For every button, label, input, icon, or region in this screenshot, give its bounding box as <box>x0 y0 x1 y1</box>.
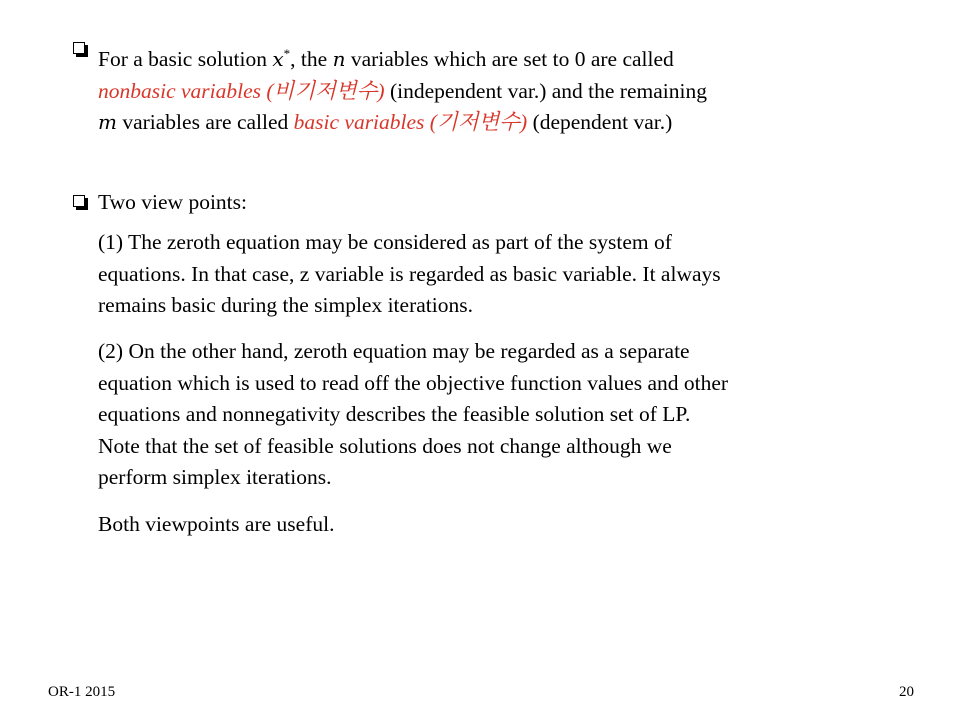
viewpoint-1 <box>98 227 898 322</box>
square-bullet-icon <box>73 195 88 210</box>
viewpoint-2-line: Note that the set of feasible solutions does not change although we <box>98 433 672 458</box>
viewpoint-1-line: equations. In that case, z variable is regarded as basic variable. It always <box>98 261 721 286</box>
bullet1-line1 <box>98 38 898 76</box>
math-n: n <box>332 47 346 72</box>
math-x: x <box>272 47 284 72</box>
text-run: For a basic solution <box>98 47 273 72</box>
footer-course-label: OR-1 2015 <box>48 684 116 700</box>
viewpoint-2-line: (2) On the other hand, zeroth equation may be regarded as a separate <box>98 339 690 363</box>
text-run: (independent var.) and the remaining <box>384 78 707 103</box>
text-run: variables which are set to 0 are called <box>345 47 674 72</box>
viewpoint-2-line: equations and nonnegativity describes the feasible solution set of LP. <box>98 402 691 426</box>
nonbasic-term: nonbasic variables (비기저변수) <box>98 78 385 103</box>
viewpoint-2-line: equation which is used to read off the objective function values and other <box>98 370 729 395</box>
text-run: (dependent var.) <box>527 110 673 135</box>
bullet1-line2 <box>98 76 898 108</box>
viewpoint-1-line: (1) The zeroth equation may be considered as part of the system of <box>98 230 672 254</box>
text-run: , the <box>290 47 333 72</box>
math-m: m <box>98 110 117 135</box>
math-star: * <box>283 46 291 61</box>
viewpoint-2 <box>98 336 898 494</box>
basic-term: basic variables (기저변수) <box>293 110 528 135</box>
viewpoint-2-line: perform simplex iterations. <box>98 465 332 489</box>
bullet2-heading: Two view points: <box>98 190 247 214</box>
square-bullet-icon <box>73 42 88 57</box>
page-number: 20 <box>899 684 914 700</box>
viewpoint-conclusion: Both viewpoints are useful. <box>98 512 335 536</box>
text-run: variables are called <box>116 110 294 135</box>
bullet1-line3 <box>98 107 898 139</box>
viewpoint-1-line: remains basic during the simplex iterations. <box>98 293 473 317</box>
bullet1-text <box>98 38 898 139</box>
